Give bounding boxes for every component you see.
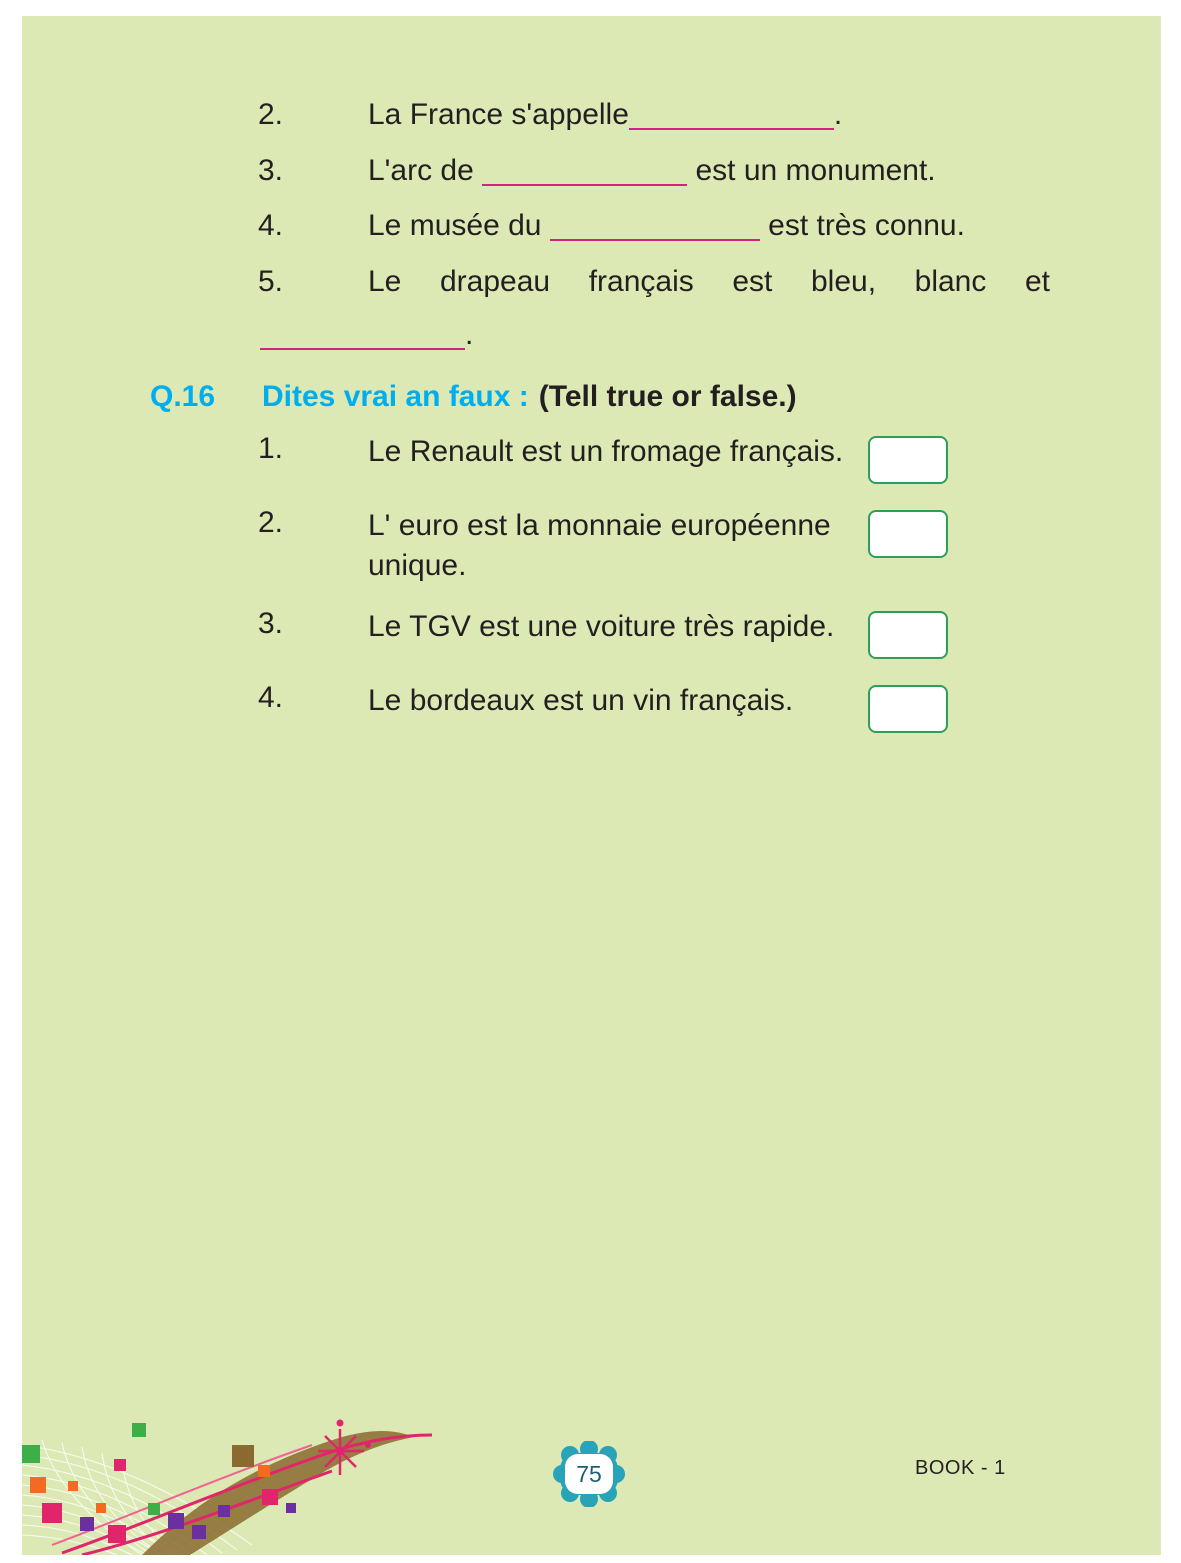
- page-edge-left: [0, 0, 22, 1563]
- item-text: [258, 152, 1050, 190]
- list-item: [150, 607, 1050, 659]
- item-text: Le TGV est une voiture très rapide.: [368, 610, 835, 644]
- item-number: 1.: [258, 432, 284, 465]
- list-item: [150, 96, 1050, 134]
- item-text-before: L'arc de: [368, 153, 483, 187]
- answer-box[interactable]: [868, 510, 948, 558]
- answer-box[interactable]: [868, 685, 948, 733]
- page-footer: [0, 1363, 1181, 1563]
- item-text: [258, 96, 1050, 134]
- blank-field[interactable]: [482, 154, 687, 186]
- blank-field[interactable]: [550, 209, 760, 241]
- item-number: 3.: [258, 153, 284, 187]
- item-text: L' euro est la monnaie européenne unique.: [368, 509, 831, 582]
- item-text-after: .: [465, 318, 474, 351]
- item-text-before: Le musée du: [368, 209, 550, 242]
- answer-box[interactable]: [868, 611, 948, 659]
- item-number: 4.: [258, 209, 284, 242]
- item-text-after: est très connu.: [759, 209, 965, 242]
- list-item: [150, 263, 1050, 301]
- blank-field[interactable]: [260, 318, 465, 350]
- item-number: 3.: [258, 607, 284, 641]
- item-number: 4.: [258, 681, 284, 715]
- list-item: [150, 681, 1050, 733]
- list-item: [150, 432, 1050, 484]
- item-text-after: est un monument.: [687, 153, 936, 187]
- item-text-before: La France s'appelle: [368, 98, 629, 131]
- question-prompt-english: (Tell true or false.): [538, 380, 797, 413]
- book-label: BOOK - 1: [915, 1457, 1006, 1479]
- page-content: [150, 96, 1050, 755]
- item-text-after: .: [833, 98, 843, 131]
- item-text-continuation: [150, 318, 1050, 352]
- list-item: [150, 506, 1050, 585]
- question-prompt-french: Dites vrai an faux :: [262, 380, 529, 413]
- answer-box[interactable]: [868, 436, 948, 484]
- list-item: [150, 152, 1050, 190]
- question-number: Q.16: [150, 380, 216, 413]
- item-number: 5.: [258, 264, 284, 298]
- page-number-badge: [552, 1441, 626, 1507]
- page-number: 75: [576, 1460, 602, 1487]
- item-text: [258, 207, 1050, 245]
- page-edge-bottom: [0, 1555, 1181, 1563]
- page-edge-top: [0, 0, 1181, 16]
- item-number: 2.: [258, 506, 284, 539]
- item-text: Le bordeaux est un vin français.: [368, 684, 794, 718]
- item-text: Le drapeau français est bleu, blanc et: [368, 264, 1050, 298]
- item-text: Le Renault est un fromage français.: [368, 435, 844, 468]
- blank-field[interactable]: [629, 98, 834, 130]
- decorative-corner-art: [22, 1385, 442, 1555]
- question-heading: [150, 380, 1050, 414]
- list-item: [150, 207, 1050, 245]
- page-edge-right: [1161, 0, 1181, 1563]
- item-number: 2.: [258, 98, 284, 131]
